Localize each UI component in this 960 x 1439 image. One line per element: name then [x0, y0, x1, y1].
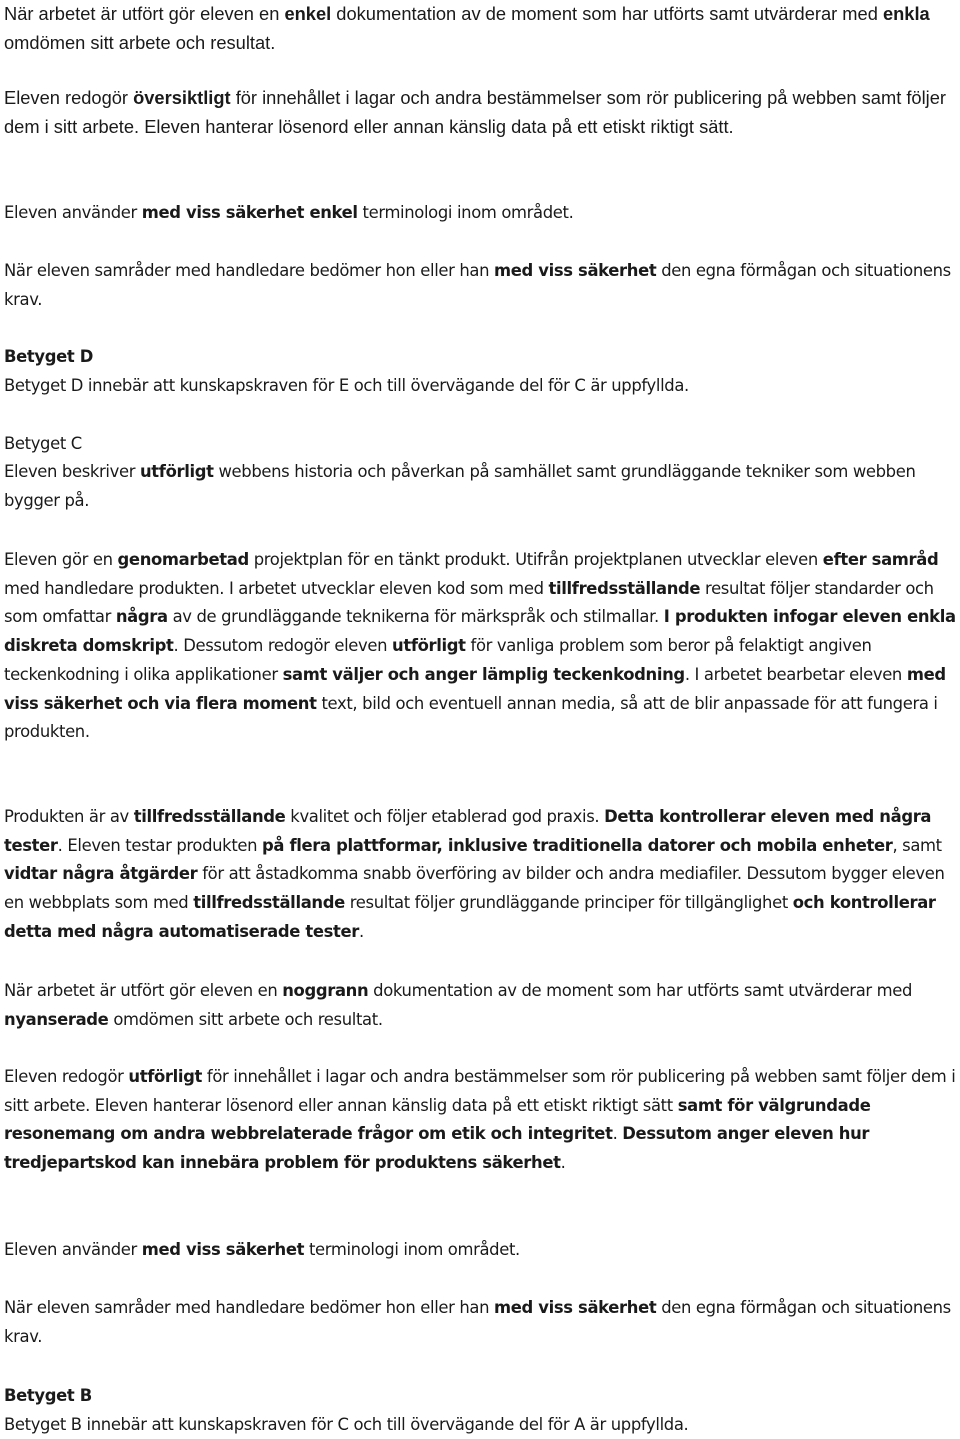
- text-run: När arbetet är utfört gör eleven en: [4, 3, 285, 24]
- text-run: . Eleven testar produkten: [57, 835, 263, 855]
- text-run: När eleven samråder med handledare bedömer hon eller han: [4, 1298, 495, 1317]
- text-run: resultat följer standarder och som omfattar: [4, 578, 934, 627]
- text-run: Eleven redogör: [4, 1067, 129, 1086]
- text-run: När eleven samråder med handledare bedömer hon eller han: [4, 261, 495, 280]
- text-run: med handledare produkten. I arbetet utvecklar eleven kod som med: [4, 578, 549, 598]
- text-run: dokumentation av de moment som har utförts samt utvärderar med: [368, 981, 913, 1000]
- emphasized-text: genomarbetad: [117, 550, 249, 569]
- emphasized-text: utförligt: [139, 462, 214, 481]
- emphasized-text: noggrann: [282, 981, 369, 1000]
- emphasized-text: och kontrollerar detta med några automatiserade tester: [4, 893, 936, 941]
- emphasized-text: tillfredsställande: [193, 893, 345, 913]
- paragraph-terminology-e: [4, 199, 956, 228]
- text-run: för vanliga problem som beror på felaktigt angiven teckenkodning i olika applikationer: [4, 636, 872, 684]
- grade-d-section: [4, 343, 956, 400]
- grade-d-text: Betyget D innebär att kunskapskraven för E och till övervägande del för C är uppfyllda.: [4, 375, 689, 395]
- text-run: terminologi inom området.: [304, 1240, 520, 1259]
- emphasized-text: Dessutom anger eleven hur tredjepartskod kan innebära problem för produktens säkerhet: [4, 1124, 870, 1173]
- emphasized-text: utförligt: [392, 636, 466, 656]
- text-run: för innehållet i lagar och andra bestämmelser som rör publicering på webben samt följer dem i sitt arbete. Eleven hanterar lösenord eller annan känslig data på ett etiskt riktigt sätt.: [4, 87, 946, 137]
- text-run: Eleven beskriver: [4, 462, 140, 481]
- grade-c-heading: Betyget C: [4, 434, 82, 453]
- paragraph-self-assessment-c: [4, 1294, 956, 1351]
- text-run: för innehållet i lagar och andra bestämmelser som rör publicering på webben samt följer dem i sitt arbete. Eleven hanterar lösenord eller annan känslig data på ett etiskt riktigt sätt: [4, 1067, 956, 1115]
- text-run: . I arbetet bearbetar eleven: [684, 664, 907, 684]
- text-run: resultat följer grundläggande principer för tillgänglighet: [344, 893, 793, 913]
- emphasized-text: utförligt: [128, 1067, 203, 1086]
- grade-b-heading: Betyget B: [4, 1386, 92, 1405]
- text-run: projektplan för en tänkt produkt. Utifrån projektplanen utvecklar eleven: [248, 550, 823, 569]
- text-run: av de grundläggande teknikerna för märkspråk och stilmallar.: [167, 607, 664, 627]
- emphasized-text: på flera plattformar, inklusive traditionella datorer och mobila enheter: [262, 835, 893, 855]
- grade-d-heading: Betyget D: [4, 347, 93, 366]
- text-run: , samt: [892, 835, 942, 855]
- emphasized-text: I produkten infogar eleven enkla diskreta domskript: [4, 607, 956, 656]
- emphasized-text: översiktligt: [133, 87, 231, 108]
- text-run: .: [560, 1153, 566, 1173]
- paragraph-terminology-c: [4, 1236, 956, 1265]
- paragraph-documentation-e: [4, 0, 956, 57]
- text-run: .: [359, 921, 364, 941]
- text-run: Produkten är av: [4, 807, 134, 826]
- text-run: kvalitet och följer etablerad god praxis.: [285, 807, 605, 826]
- emphasized-text: samt väljer och anger lämplig teckenkodning: [282, 664, 685, 684]
- emphasized-text: enkel: [284, 3, 332, 24]
- text-run: . Dessutom redogör eleven: [173, 636, 393, 656]
- emphasized-text: samt för välgrundade resonemang om andra webbrelaterade frågor om etik och integritet: [4, 1095, 871, 1144]
- text-run: webbens historia och påverkan på samhället samt grundläggande tekniker som webben bygger på.: [4, 462, 916, 510]
- paragraph-web-history-c: [4, 458, 956, 515]
- text-run: terminologi inom området.: [357, 203, 574, 222]
- emphasized-text: tillfredsställande: [133, 807, 286, 826]
- text-run: omdömen sitt arbete och resultat.: [108, 1009, 383, 1029]
- paragraph-documentation-c: [4, 977, 956, 1034]
- text-run: för att åstadkomma snabb överföring av bilder och andra mediafiler. Dessutom bygger eleven en webbplats som med: [4, 864, 945, 913]
- paragraph-self-assessment-e: [4, 257, 956, 314]
- text-run: text, bild och eventuell annan media, så att de blir anpassade för att fungera i produkten.: [4, 693, 938, 742]
- text-run: När arbetet är utfört gör eleven en: [4, 981, 283, 1000]
- text-run: Eleven använder: [4, 203, 142, 222]
- text-run: .: [612, 1124, 623, 1144]
- emphasized-text: med viss säkerhet: [141, 1240, 305, 1259]
- emphasized-text: med viss säkerhet enkel: [141, 203, 358, 222]
- text-run: den egna förmågan och situationens krav.: [4, 1298, 951, 1346]
- text-run: den egna förmågan och situationens krav.: [4, 261, 951, 309]
- text-run: Eleven gör en: [4, 550, 118, 569]
- emphasized-text: efter samråd: [822, 550, 939, 569]
- grade-b-text: Betyget B innebär att kunskapskraven för C och till övervägande del för A är uppfyllda.: [4, 1414, 689, 1434]
- emphasized-text: nyanserade: [4, 1009, 109, 1029]
- text-run: Eleven använder: [4, 1240, 142, 1259]
- emphasized-text: vidtar några åtgärder: [4, 864, 198, 884]
- emphasized-text: Detta kontrollerar eleven med några tester: [4, 807, 932, 855]
- text-run: omdömen sitt arbete och resultat.: [4, 31, 276, 53]
- emphasized-text: enkla: [882, 3, 930, 24]
- paragraph-product-quality-c: [4, 803, 956, 947]
- paragraph-project-plan-c: [4, 546, 956, 747]
- paragraph-laws-e: [4, 84, 956, 141]
- emphasized-text: några: [115, 607, 168, 627]
- emphasized-text: tillfredsställande: [548, 578, 701, 598]
- emphasized-text: med viss säkerhet: [494, 1298, 657, 1317]
- grade-b-section: [4, 1382, 956, 1439]
- text-run: dokumentation av de moment som har utförts samt utvärderar med: [331, 3, 883, 24]
- text-run: Eleven redogör: [4, 87, 134, 108]
- emphasized-text: med viss säkerhet: [494, 261, 657, 280]
- emphasized-text: med viss säkerhet och via flera moment: [4, 664, 946, 713]
- paragraph-laws-c: [4, 1063, 956, 1178]
